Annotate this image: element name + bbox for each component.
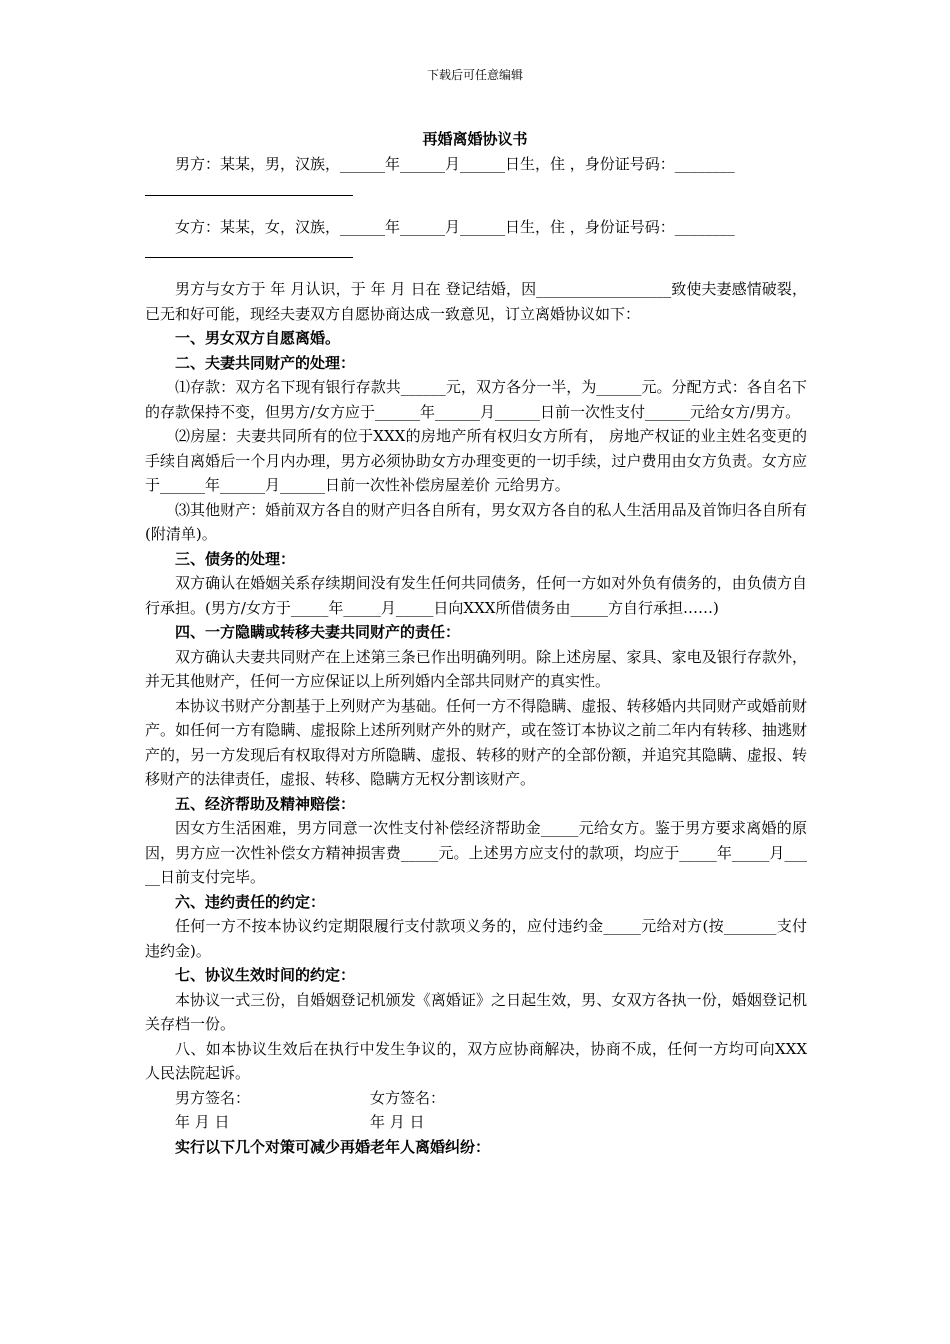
clause-breach: 任何一方不按本协议约定期限履行支付款项义务的，应付违约金_____元给对方(按_______支付违约金)。	[145, 917, 807, 960]
section-heading-6: 六、违约责任的约定：	[175, 892, 326, 911]
signature-row	[145, 1086, 807, 1111]
clause-debts: 双方确认在婚姻关系存续期间没有发生任何共同债务，任何一方如对外负有债务的，由负债方自行承担。(男方/女方于_____年_____月_____日向XXX所借债务由_____方自行承担……)	[145, 574, 807, 617]
underline-rule	[145, 239, 353, 258]
clause-disputes: 八、如本协议生效后在执行中发生争议的，双方应协商解决，协商不成，任何一方均可向XXX人民法院起诉。	[145, 1039, 807, 1082]
signature-date-row	[145, 1110, 807, 1135]
document-title: 再婚离婚协议书	[422, 130, 528, 148]
male-signature-label: 男方签名：	[175, 1088, 251, 1107]
underline-rule	[145, 177, 353, 196]
section-heading-4: 四、一方隐瞒或转移夫妻共同财产的责任：	[175, 623, 461, 641]
male-signature-date: 年 月 日	[175, 1113, 230, 1131]
section-heading-7: 七、协议生效时间的约定：	[175, 966, 356, 984]
section-heading-2: 二、夫妻共同财产的处理：	[175, 353, 356, 372]
document-body	[145, 152, 807, 1159]
male-party-info: 男方：某某，男，汉族，______年______月______日生，住 ，身份证号码：________	[175, 155, 735, 173]
female-party-info: 女方：某某，女，汉族，______年______月______日生，住 ，身份证号码：________	[175, 217, 735, 236]
female-id-underline	[145, 239, 807, 263]
clause-deposits: ⑴存款：双方名下现有银行存款共______元，双方各分一半，为______元。分配方式：各自名下的存款保持不变，但男方/女方应于______年______月______日前一次性支付______元给女方/男方。	[145, 378, 807, 421]
clause-other-property: ⑶其他财产：婚前双方各自的财产归各自所有，男女双方各自的私人生活用品及首饰归各自所有(附清单)。	[145, 500, 807, 543]
header-note: 下载后可任意编辑	[426, 68, 523, 82]
female-signature-label: 女方签名：	[370, 1088, 446, 1107]
clause-compensation: 因女方生活困难，男方同意一次性支付补偿经济帮助金_____元给女方。鉴于男方要求离婚的原因，男方应一次性补偿女方精神损害费_____元。上述男方应支付的款项，均应于_____年_____月_____日前支付完毕。	[145, 819, 807, 886]
section-heading-5: 五、经济帮助及精神赔偿：	[175, 794, 356, 813]
female-signature-date: 年 月 日	[370, 1113, 425, 1131]
intro-paragraph: 男方与女方于 年 月认识，于 年 月 日在 登记结婚，因__________________致使夫妻感情破裂，已无和好可能，现经夫妻双方自愿协商达成一致意见，订立离婚协议如下：	[145, 280, 807, 323]
section-heading-3: 三、债务的处理：	[175, 549, 296, 568]
clause-concealment: 本协议书财产分割基于上列财产为基础。任何一方不得隐瞒、虚报、转移婚内共同财产或婚前财产。如任何一方有隐瞒、虚报除上述所列财产外的财产，或在签订本协议之前二年内有转移、抽逃财产的，另一方发现后有权取得对方所隐瞒、虚报、转移的财产的全部份额，并追究其隐瞒、虚报、转移财产的法律责任，虚报、转移、隐瞒方无权分割该财产。	[145, 696, 807, 788]
clause-house: ⑵房屋：夫妻共同所有的位于XXX的房地产所有权归女方所有， 房地产权证的业主姓名变更的手续自离婚后一个月内办理，男方必须协助女方办理变更的一切手续，过户费用由女方负责。女方应于______年______月______日前一次性补偿房屋差价 元给男方。	[145, 427, 807, 494]
male-id-underline	[145, 177, 807, 201]
closing-heading: 实行以下几个对策可减少再婚老年人离婚纠纷：	[175, 1137, 491, 1156]
section-heading-1: 一、男女双方自愿离婚。	[175, 329, 341, 347]
clause-property-confirm: 双方确认夫妻共同财产在上述第三条已作出明确列明。除上述房屋、家具、家电及银行存款外，并无其他财产，任何一方应保证以上所列婚内全部共同财产的真实性。	[145, 647, 807, 690]
clause-effective: 本协议一式三份，自婚姻登记机颁发《离婚证》之日起生效，男、女双方各执一份，婚姻登记机关存档一份。	[145, 990, 807, 1033]
